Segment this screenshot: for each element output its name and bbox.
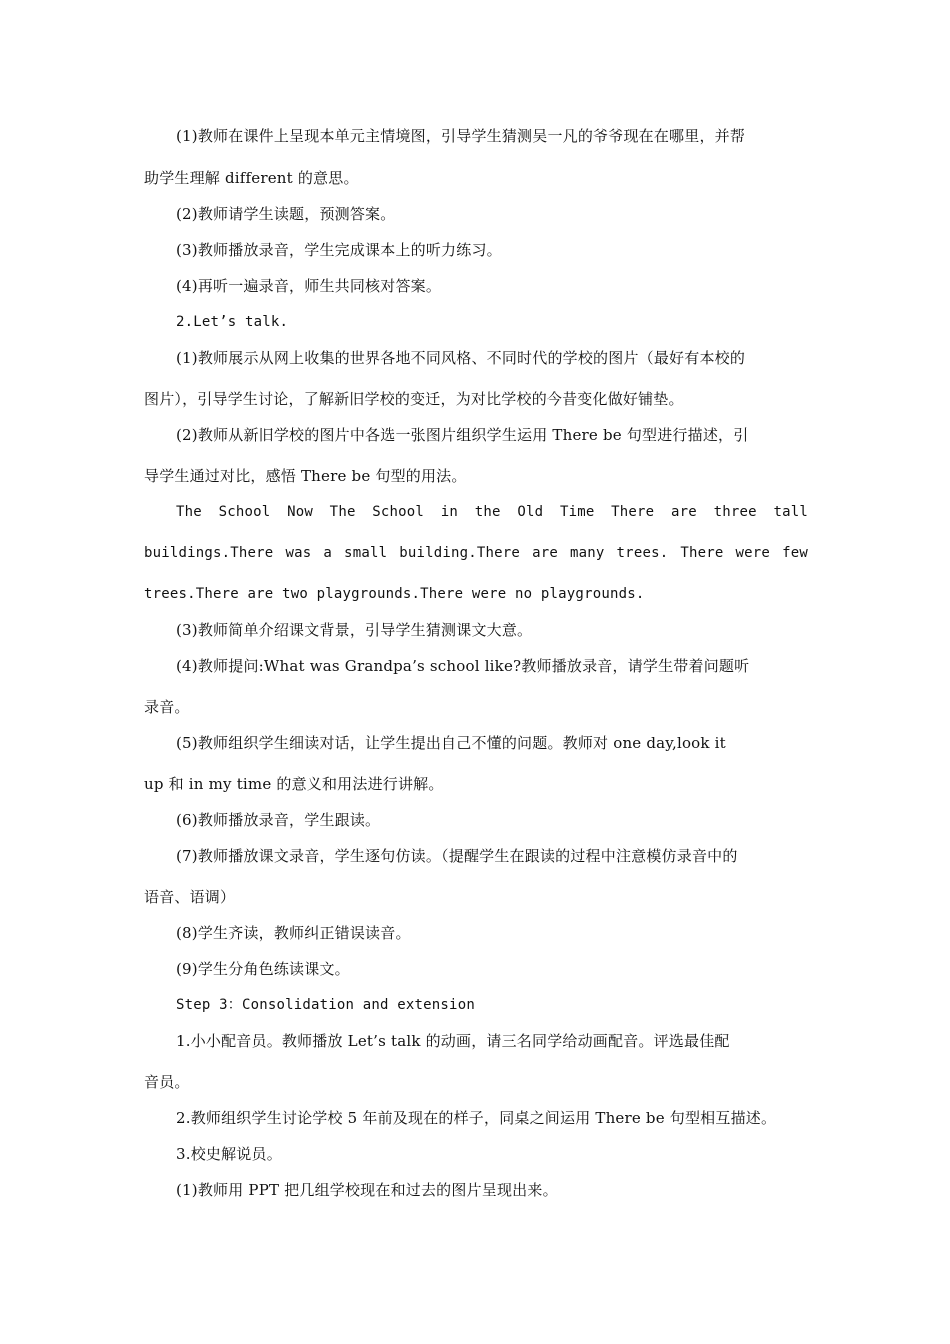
- paragraph-line: 录音。: [144, 698, 190, 716]
- paragraph-line: (5)教师组织学生细读对话，让学生提出自己不懂的问题。教师对 one day,look it: [176, 734, 726, 752]
- paragraph-line: (2)教师请学生读题，预测答案。: [176, 205, 396, 223]
- paragraph-line: 图片），引导学生讨论，了解新旧学校的变迁，为对比学校的今昔变化做好铺垫。: [144, 390, 684, 408]
- paragraph-line: 导学生通过对比，感悟 There be 句型的用法。: [144, 467, 467, 485]
- paragraph-line: (1)教师用 PPT 把几组学校现在和过去的图片呈现出来。: [176, 1181, 558, 1199]
- paragraph-line: (9)学生分角色练读课文。: [176, 960, 350, 978]
- paragraph-line: (4)教师提问:What was Grandpa’s school like?教师播放录音，请学生带着问题听: [176, 657, 750, 675]
- paragraph-line: (8)学生齐读，教师纠正错误读音。: [176, 924, 411, 942]
- paragraph-line: 1.小小配音员。教师播放 Let’s talk 的动画，请三名同学给动画配音。评选最佳配: [176, 1032, 730, 1050]
- paragraph-line: 3.校史解说员。: [176, 1145, 282, 1163]
- paragraph-line: 2.教师组织学生讨论学校 5 年前及现在的样子，同桌之间运用 There be 句型相互描述。: [176, 1109, 777, 1127]
- paragraph-line: (3)教师简单介绍课文背景，引导学生猜测课文大意。: [176, 621, 533, 639]
- paragraph-line: (7)教师播放课文录音，学生逐句仿读。（提醒学生在跟读的过程中注意模仿录音中的: [176, 847, 738, 865]
- section-heading: 2.Let’s talk.: [176, 314, 289, 330]
- paragraph-line: (2)教师从新旧学校的图片中各选一张图片组织学生运用 There be 句型进行描述，引: [176, 426, 749, 444]
- paragraph-line: 语音、语调）: [144, 888, 236, 906]
- section-heading: Step 3：Consolidation and extension: [176, 997, 475, 1013]
- paragraph-line: (3)教师播放录音，学生完成课本上的听力练习。: [176, 241, 502, 259]
- paragraph-line: 助学生理解 different 的意思。: [144, 169, 359, 187]
- example-line: The School Now The School in the Old Time There are three tall: [176, 504, 808, 520]
- paragraph-line: (6)教师播放录音，学生跟读。: [176, 811, 381, 829]
- example-line: buildings.There was a small building.There are many trees. There were few: [144, 545, 808, 561]
- paragraph-line: (1)教师在课件上呈现本单元主情境图，引导学生猜测吴一凡的爷爷现在在哪里，并帮: [176, 127, 746, 145]
- example-line: trees.There are two playgrounds.There were no playgrounds.: [144, 586, 645, 602]
- paragraph-line: 音员。: [144, 1073, 190, 1091]
- paragraph-line: (4)再听一遍录音，师生共同核对答案。: [176, 277, 442, 295]
- paragraph-line: (1)教师展示从网上收集的世界各地不同风格、不同时代的学校的图片（最好有本校的: [176, 349, 746, 367]
- paragraph-line: up 和 in my time 的意义和用法进行讲解。: [144, 775, 444, 793]
